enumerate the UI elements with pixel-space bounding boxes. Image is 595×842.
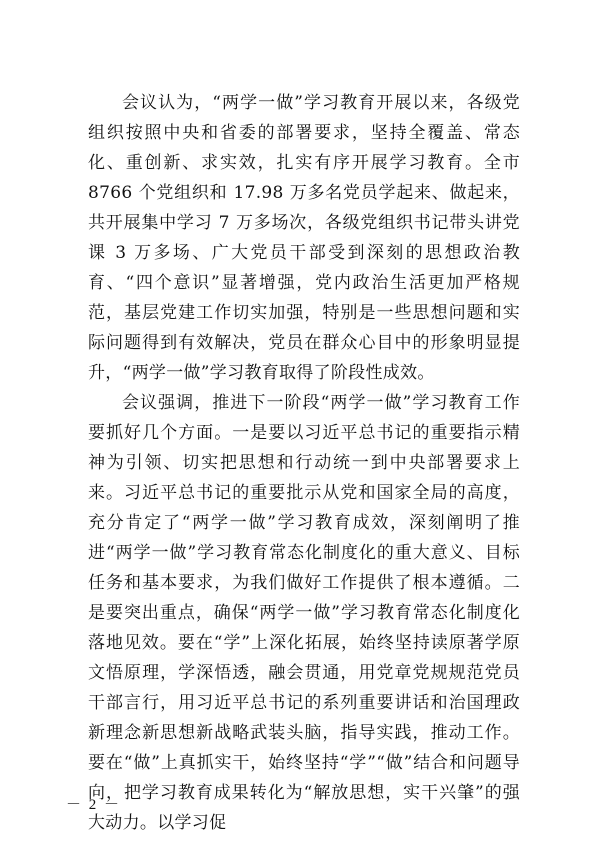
paragraph-meeting-emphasis: 会议强调，推进下一阶段“两学一做”学习教育工作要抓好几个方面。一是要以习近平总书记的重要指示精神为引领、切实把思想和行动统一到中央部署要求上来。习近平总书记的重要批示从党和国家全局的高度，充分肯定了“两学一做”学习教育成效，深刻阐明了推进“两学一做”学习教育常态化制度化的重大意义、目标任务和基本要求，为我们做好工作提供了根本遵循。二是要突出重点，确保“两学一做”学习教育常态化制度化落地见效。要在“学”上深化拓展，始终坚持读原著学原文悟原理，学深悟透，融会贯通，用党章党规规范党员干部言行，用习近平总书记的系列重要讲话和治国理政新理念新思想新战略武装头脑，指导实践，推动工作。要在“做”上真抓实干，始终坚持“学”“做”结合和问题导向，把学习教育成果转化为“解放思想，实干兴肇”的强大动力。以学习促 [88, 393, 520, 833]
page-number: － 2 － [66, 797, 122, 813]
body-text [88, 88, 520, 838]
paragraph-meeting-summary: 会议认为，“两学一做”学习教育开展以来，各级党组织按照中央和省委的部署要求，坚持全覆盖、常态化、重创新、求实效，扎实有序开展学习教育。全市 8766 个党组织和 17.98 万多名党员学起来、做起来，共开展集中学习 7 万多场次，各级党组织书记带头讲党课 3 万多场、广大党员干部受到深刻的思想政治教育、“四个意识”显著增强，党内政治生活更加严格规范，基层党建工作切实加强，特别是一些思想问题和实际问题得到有效解决，党员在群众心目中的形象明显提升，“两学一做”学习教育取得了阶段性成效。 [88, 93, 520, 383]
